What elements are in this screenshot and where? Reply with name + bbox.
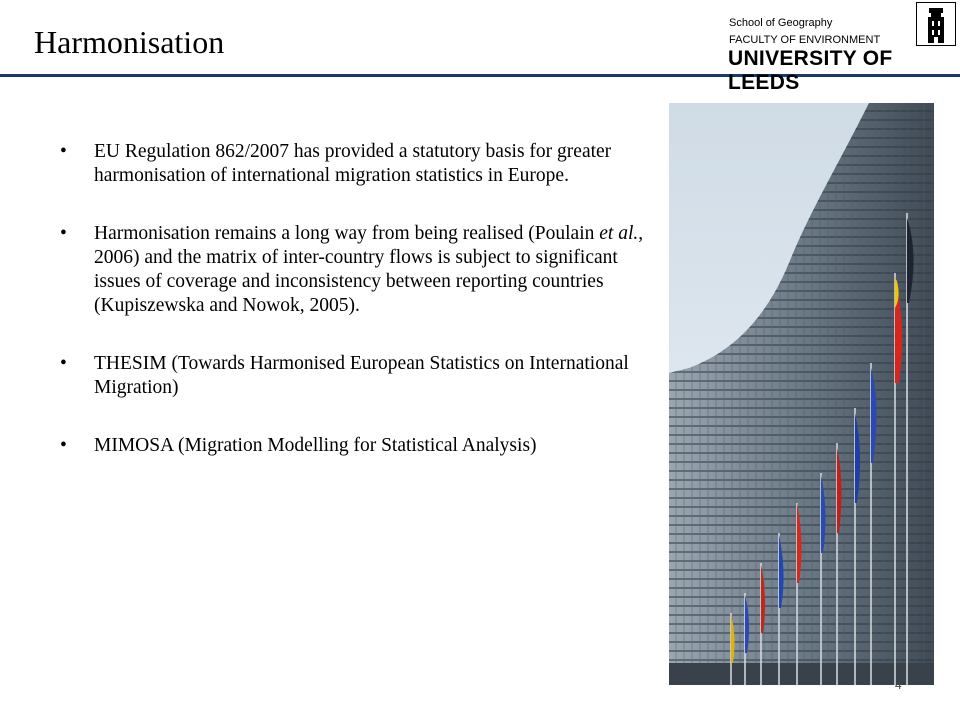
bullet-dot: • (60, 353, 67, 374)
bullet-text: EU Regulation 862/2007 has provided a statutory basis for greater harmonisation of international migration statistics in Europe. (94, 141, 612, 186)
bullet-item (60, 352, 650, 400)
bullet-dot: • (60, 435, 67, 456)
italic-et-al: et al. (599, 223, 639, 244)
parkinson-tower-icon (916, 2, 956, 46)
page-number: 4 (895, 678, 902, 692)
bullet-dot: • (60, 141, 67, 162)
logo-school-text: School of Geography (729, 17, 833, 29)
bullet-item (60, 222, 650, 318)
logo-faculty-text: FACULTY OF ENVIRONMENT (729, 34, 881, 46)
berlaymont-building-photo (669, 103, 934, 685)
bullet-text: THESIM (Towards Harmonised European Statistics on International Migration) (94, 353, 629, 398)
slide-title: Harmonisation (34, 24, 225, 60)
bullet-dot: • (60, 223, 67, 244)
bullet-item (60, 434, 650, 458)
logo-university-text: UNIVERSITY OF LEEDS (728, 47, 893, 94)
bullet-text: Harmonisation remains a long way from being realised (Poulain et al., 2006) and the matrix of inter-country flows is subject to significant issues of coverage and inconsistency between reporting countries (Kupiszewska and Nowok, 2005). (94, 223, 644, 316)
university-logo (726, 0, 960, 94)
bullet-text: MIMOSA (Migration Modelling for Statistical Analysis) (94, 435, 537, 456)
bullet-item (60, 140, 650, 188)
bullet-list (60, 140, 650, 458)
